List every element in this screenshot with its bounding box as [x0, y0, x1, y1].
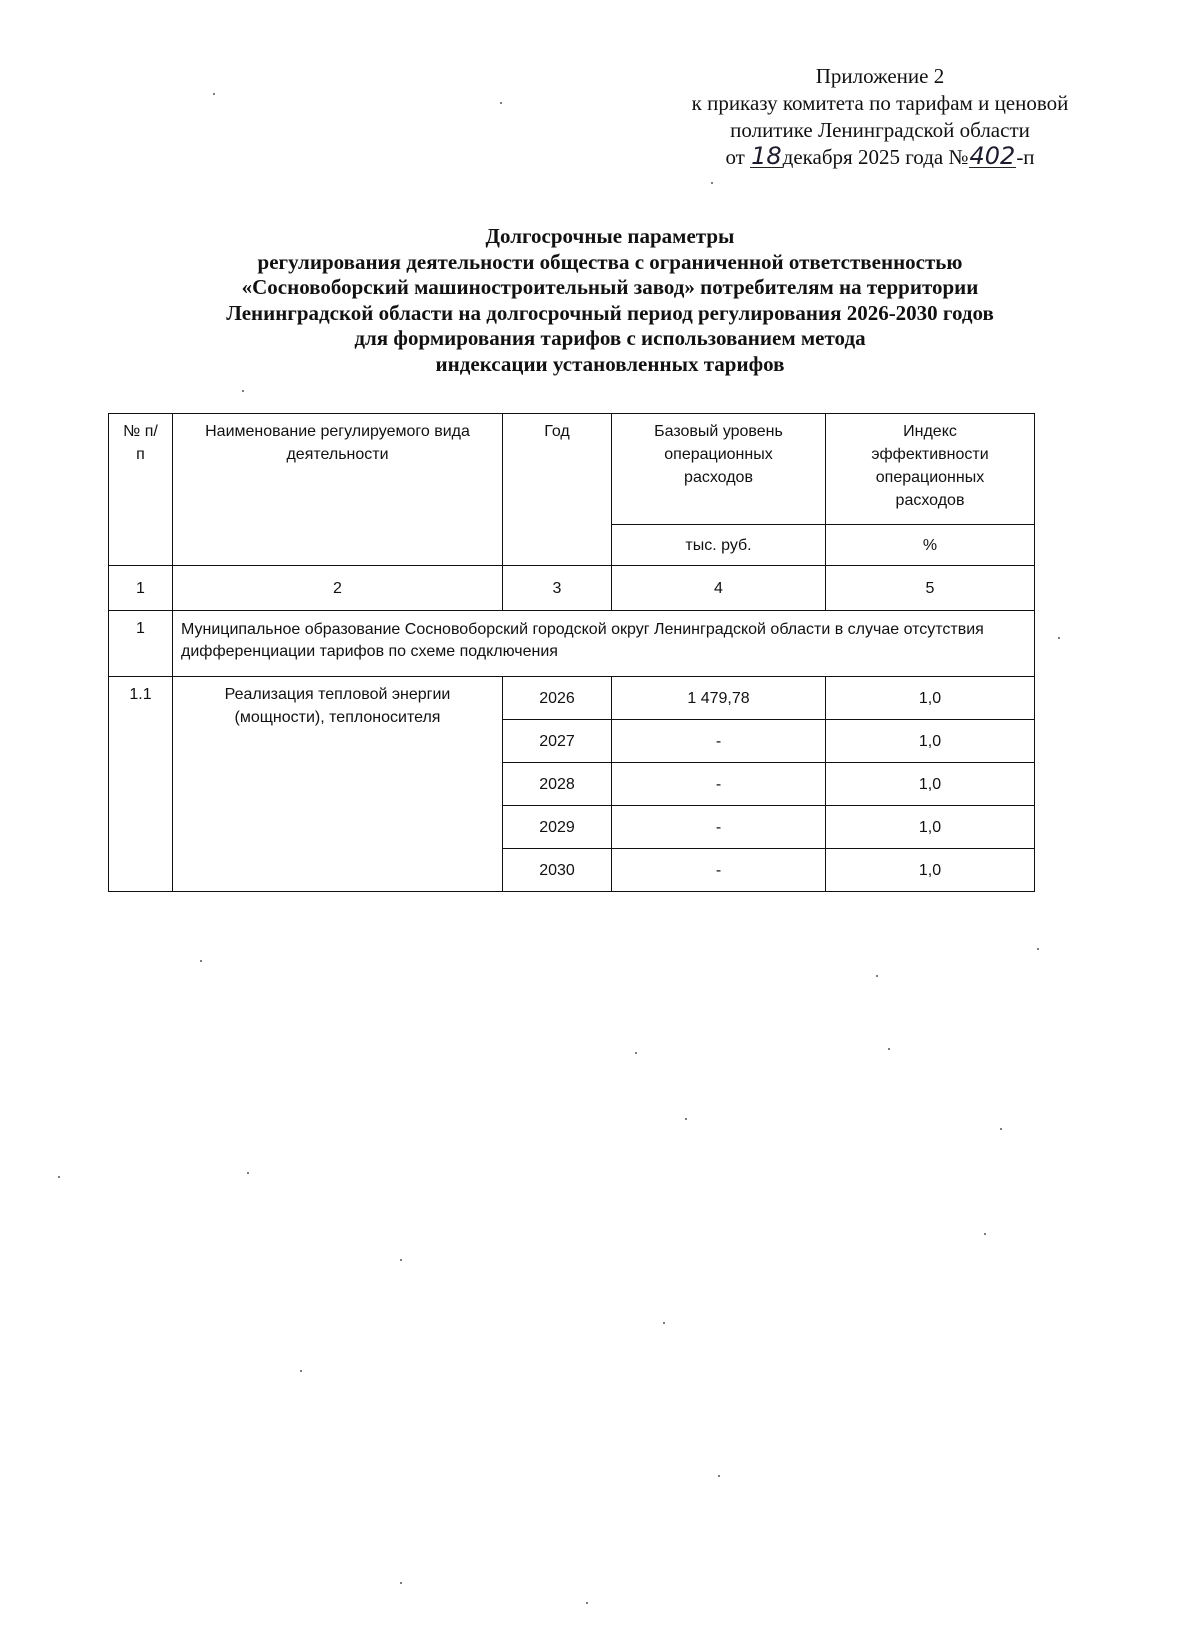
year-cell: 2029 — [503, 806, 612, 849]
scan-speck — [711, 182, 713, 184]
order-suffix: -п — [1016, 145, 1035, 169]
title-line: «Сосновоборский машиностроительный завод» потребителям на территории — [241, 275, 979, 299]
title-line: регулирования деятельности общества с ограниченной ответственностью — [257, 249, 963, 274]
base-level-cell: - — [612, 720, 826, 763]
unit-base-level: тыс. руб. — [612, 525, 826, 566]
header-base-level-label: Базовый уровень операционных расходов — [654, 423, 783, 486]
base-level-cell: - — [612, 763, 826, 806]
column-number: 2 — [173, 566, 503, 611]
appendix-title: Приложение 2 — [815, 64, 945, 88]
appendix-date-line — [640, 144, 1120, 171]
scan-speck — [984, 1233, 986, 1235]
base-level-cell: - — [612, 806, 826, 849]
header-year: Год — [503, 414, 612, 566]
column-number: 5 — [826, 566, 1035, 611]
scan-speck — [718, 1475, 720, 1477]
appendix-header — [640, 63, 1120, 171]
title-line: Долгосрочные параметры — [485, 224, 735, 248]
section-row — [109, 611, 1035, 677]
header-efficiency-index-label: Индекс эффективности операционных расходов — [871, 423, 989, 509]
handwritten-order-number: 402 — [969, 142, 1016, 170]
scan-speck — [888, 1048, 890, 1050]
scan-speck — [213, 93, 215, 95]
scan-speck — [876, 975, 878, 977]
base-level-cell: - — [612, 849, 826, 892]
appendix-order-line: к приказу комитета по тарифам и ценовой — [691, 91, 1069, 115]
scan-speck — [300, 1370, 302, 1372]
column-number: 4 — [612, 566, 826, 611]
scan-speck — [500, 102, 502, 104]
handwritten-day: 18 — [751, 142, 782, 170]
scan-speck — [400, 1582, 402, 1584]
index-cell: 1,0 — [826, 763, 1035, 806]
scan-speck — [247, 1172, 249, 1174]
section-num: 1 — [109, 611, 173, 677]
year-cell: 2030 — [503, 849, 612, 892]
year-cell: 2027 — [503, 720, 612, 763]
header-row — [109, 414, 1035, 525]
header-activity-label: Наименование регулируемого вида деятельности — [205, 423, 470, 463]
unit-efficiency-index: % — [826, 525, 1035, 566]
title-line: Ленинградской области на долгосрочный период регулирования 2026-2030 годов — [226, 300, 994, 325]
scan-speck — [58, 1176, 60, 1178]
appendix-committee-line: политике Ленинградской области — [730, 118, 1030, 142]
header-activity — [173, 414, 503, 566]
date-text: декабря 2025 года № — [782, 145, 969, 169]
scan-speck — [400, 1259, 402, 1261]
index-cell: 1,0 — [826, 720, 1035, 763]
item-name — [173, 677, 503, 892]
index-cell: 1,0 — [826, 849, 1035, 892]
scan-speck — [1000, 1128, 1002, 1130]
item-num: 1.1 — [109, 677, 173, 892]
date-prefix: от — [725, 145, 745, 169]
scan-speck — [663, 1322, 665, 1324]
index-cell: 1,0 — [826, 677, 1035, 720]
scan-speck — [200, 960, 202, 962]
scan-speck — [586, 1602, 588, 1604]
section-name: Муниципальное образование Сосновоборский городской округ Ленинградской области в случае отсутствия дифференциации тарифов по схеме подключения — [173, 611, 1035, 677]
scan-speck — [1037, 948, 1039, 950]
header-num-label: № п/п — [123, 423, 158, 463]
year-cell: 2026 — [503, 677, 612, 720]
table-row — [109, 677, 1035, 720]
title-line: для формирования тарифов с использованием метода — [354, 326, 866, 350]
scan-speck — [242, 390, 244, 392]
header-num — [109, 414, 173, 566]
scan-speck — [635, 1052, 637, 1054]
base-level-cell: 1 479,78 — [612, 677, 826, 720]
index-cell: 1,0 — [826, 806, 1035, 849]
item-name-label: Реализация тепловой энергии (мощности), теплоносителя — [224, 686, 451, 726]
title-line: индексации установленных тарифов — [435, 351, 785, 376]
year-cell: 2028 — [503, 763, 612, 806]
document-title — [120, 224, 1100, 377]
parameters-table — [108, 413, 1035, 892]
scan-speck — [685, 1118, 687, 1120]
column-number: 3 — [503, 566, 612, 611]
header-base-level — [612, 414, 826, 525]
header-efficiency-index — [826, 414, 1035, 525]
column-number: 1 — [109, 566, 173, 611]
scan-speck — [1058, 637, 1060, 639]
column-number-row — [109, 566, 1035, 611]
